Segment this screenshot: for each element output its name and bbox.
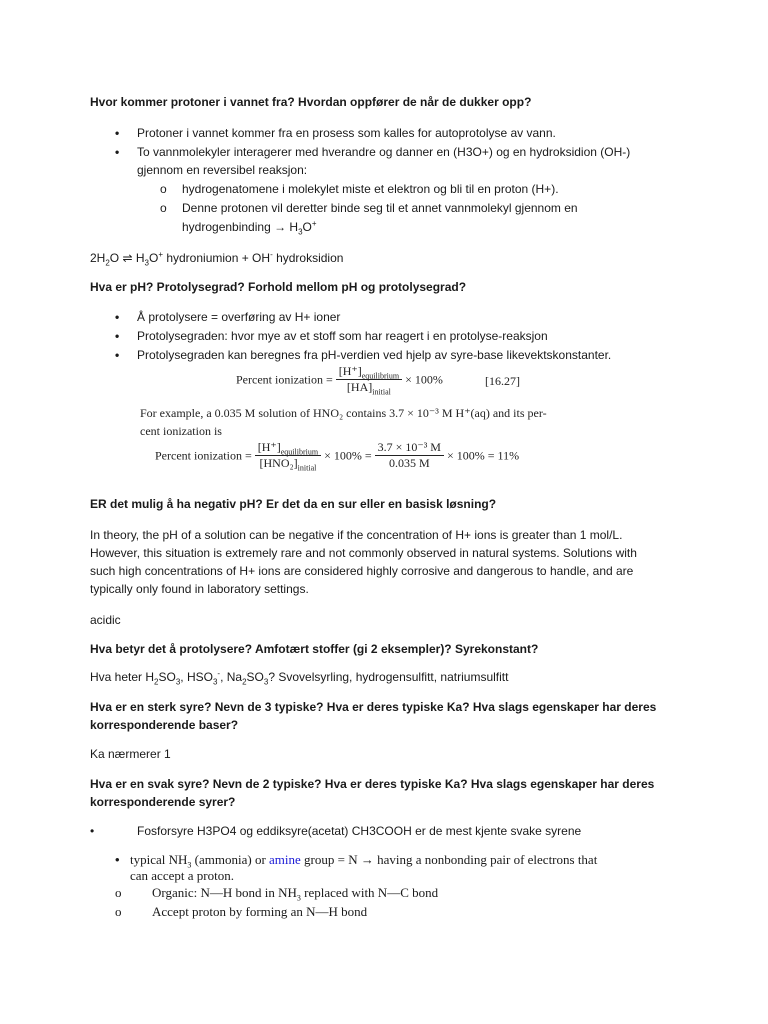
autoprotolysis-equation: $2H_2O$ ⇌ $H_3O^+$ hydroniumion + OH- hydroksidion: [90, 250, 344, 268]
list-item-text: can accept a proton.: [130, 868, 234, 883]
heading-protolysis-amphoteric: Hva betyr det å protolysere? Amfotært stoffer (gi 2 eksempler)? Syrekonstant?: [90, 642, 539, 656]
formula-reference-number: [16.27]: [485, 374, 520, 388]
percent-ionization-example: Percent ionization = $\frac{[H^+]_{equilibrium}}{[HNO_2]_{initial}}$ × 100% = $\frac{\text{3.7 × 10⁻³ M}}{0.035 M}$ × 100% = 11%: [155, 440, 520, 473]
sub-list-item-text: Denne protonen vil deretter binde seg til et annet vannmolekyl gjennom en: [182, 201, 578, 215]
list-item-text: gjennom en reversibel reaksjon:: [137, 163, 308, 177]
bullet-marker: •: [90, 824, 95, 838]
bullet-marker: •: [115, 145, 120, 159]
sulfite-naming-line: Hva heter $H_2SO_3$, $HSO_3^-$, $Na_2SO_3$? Svovelsyrling, hydrogensulfitt, natriumsulfitt: [90, 669, 509, 687]
list-item-text: Fosforsyre H3PO4 og eddiksyre(acetat) CH3COOH er de mest kjente svake syrene: [137, 824, 582, 838]
percent-ionization-formula: Percent ionization = $\frac{[H^+]_{equilibrium}}{[HA]_{initial}}$ × 100%: [236, 364, 443, 397]
heading-negative-ph: ER det mulig å ha negativ pH? Er det da en sur eller en basisk løsning?: [90, 497, 497, 511]
bullet-marker: •: [115, 348, 120, 362]
bullet-marker: •: [115, 329, 120, 343]
sub-list-item-text: hydrogenbinding → $H_3O^+$: [182, 219, 317, 237]
heading-weak-acid: Hva er en svak syre? Nevn de 2 typiske? Hva er deres typiske Ka? Hva slags egenskaper har deres korresponderende syrer?: [90, 777, 655, 809]
circle-marker: o: [160, 182, 167, 196]
amine-link[interactable]: amine: [269, 852, 301, 867]
bullet-marker: •: [115, 126, 120, 140]
answer-ka: Ka nærmerer 1: [90, 747, 171, 761]
paragraph-negative-ph: In theory, the pH of a solution can be negative if the concentration of H+ ions is greater than 1 mol/L. However, this situation is extremely rare and not commonly observed in natural systems. Solutions with such high concentrations of H+ ions are considered highly corrosive and dangerous to handle, and are typically only found in laboratory settings.: [90, 528, 637, 596]
circle-marker: o: [160, 201, 167, 215]
heading-protons-in-water: Hvor kommer protoner i vannet fra? Hvordan oppfører de når de dukker opp?: [90, 95, 532, 109]
sub-list-item-text: Accept proton by forming an N—H bond: [152, 904, 368, 919]
heading-ph-protolysis: Hva er pH? Protolysegrad? Forhold mellom pH og protolysegrad?: [90, 280, 467, 294]
list-item-text: Å protolysere = overføring av H+ ioner: [137, 310, 341, 324]
heading-strong-acid: Hva er en sterk syre? Nevn de 3 typiske? Hva er deres typiske Ka? Hva slags egenskaper har deres korresponderende baser?: [90, 700, 657, 732]
list-item-text: Protoner i vannet kommer fra en prosess som kalles for autoprotolyse av vann.: [137, 126, 556, 140]
circle-marker: o: [115, 904, 122, 919]
bullet-marker: •: [115, 852, 120, 867]
sub-list-item-text: hydrogenatomene i molekylet miste et elektron og bli til en proton (H+).: [182, 182, 559, 196]
list-item-text: Protolysegraden: hvor mye av et stoff som har reagert i en protolyse-reaksjon: [137, 329, 548, 343]
list-item-text: To vannmolekyler interagerer med hverandre og danner en (H3O+) og en hydroksidion (OH-): [137, 145, 631, 159]
circle-marker: o: [115, 885, 122, 900]
bullet-marker: •: [115, 310, 120, 324]
list-item-text: Protolysegraden kan beregnes fra pH-verdien ved hjelp av syre-base likevektskonstanter.: [137, 348, 612, 362]
sub-list-item-text: Organic: N—H bond in $NH_3$ replaced with N—C bond: [152, 885, 439, 903]
list-item-text: typical $NH_3$ (ammonia) or amine group = N → having a nonbonding pair of electrons that: [130, 852, 598, 870]
answer-acidic: acidic: [90, 613, 121, 627]
example-text: For example, a 0.035 M solution of HNO₂ contains 3.7 × 10⁻³ M H⁺(aq) and its per- cent ionization is: [140, 406, 547, 438]
